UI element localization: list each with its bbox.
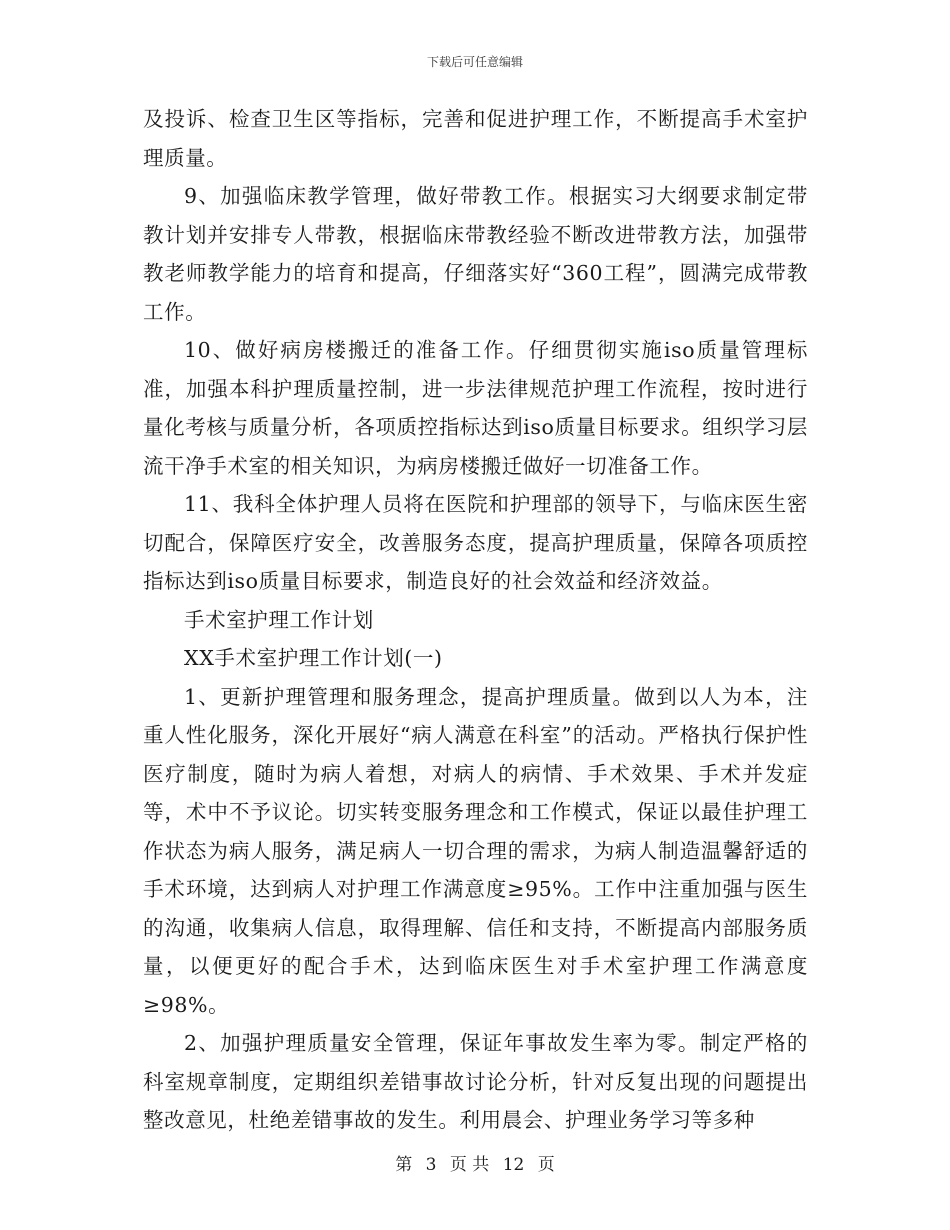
section-subtitle: XX手术室护理工作计划(一) [184,646,443,670]
paragraph-continuation: 及投诉、检查卫生区等指标，完善和促进护理工作，不断提高手术室护理质量。 [143,107,808,170]
paragraph-item-11: 11、我科全体护理人员将在医院和护理部的领导下，与临床医生密切配合，保障医疗安全，改善服务态度，提高护理质量，保障各项质控指标达到iso质量目标要求，制造良好的社会效益和经济效益。 [143,492,808,593]
footer-page-number: 3 [425,1155,437,1175]
footer-total-pages: 12 [502,1155,525,1175]
paragraph-item-1: 1、更新护理管理和服务理念，提高护理质量。做到以人为本，注重人性化服务，深化开展好“病人满意在科室”的活动。严格执行保护性医疗制度，随时为病人着想，对病人的病情、手术效果、手术并发症等，术中不予议论。切实转变服务理念和工作模式，保证以最佳护理工作状态为病人服务，满足病人一切合理的需求，为病人制造温馨舒适的手术环境，达到病人对护理工作满意度≥95%。工作中注重加强与医生的沟通，收集病人信息，取得理解、信任和支持，不断提高内部服务质量，以便更好的配合手术，达到临床医生对手术室护理工作满意度≥98%。 [143,684,808,1017]
paragraph-item-9: 9、加强临床教学管理，做好带教工作。根据实习大纲要求制定带教计划并安排专人带教，根据临床带教经验不断改进带教方法，加强带教老师教学能力的培育和提高，仔细落实好“360工程”，圆满完成带教工作。 [143,184,808,324]
page-header-note: 下载后可任意编辑 [426,55,523,69]
footer-middle: 页 共 [449,1155,490,1175]
footer-suffix: 页 [537,1155,555,1175]
section-title: 手术室护理工作计划 [184,607,374,632]
document-body [143,100,808,1140]
page-footer [0,1155,950,1175]
paragraph-item-10: 10、做好病房楼搬迁的准备工作。仔细贯彻实施iso质量管理标准，加强本科护理质量控制，进一步法律规范护理工作流程，按时进行量化考核与质量分析，各项质控指标达到iso质量目标要求。组织学习层流干净手术室的相关知识，为病房楼搬迁做好一切准备工作。 [143,338,808,478]
footer-prefix: 第 [395,1155,413,1175]
paragraph-item-2: 2、加强护理质量安全管理，保证年事故发生率为零。制定严格的科室规章制度，定期组织差错事故讨论分析，针对反复出现的问题提出整改意见，杜绝差错事故的发生。利用晨会、护理业务学习等多种 [143,1031,808,1132]
